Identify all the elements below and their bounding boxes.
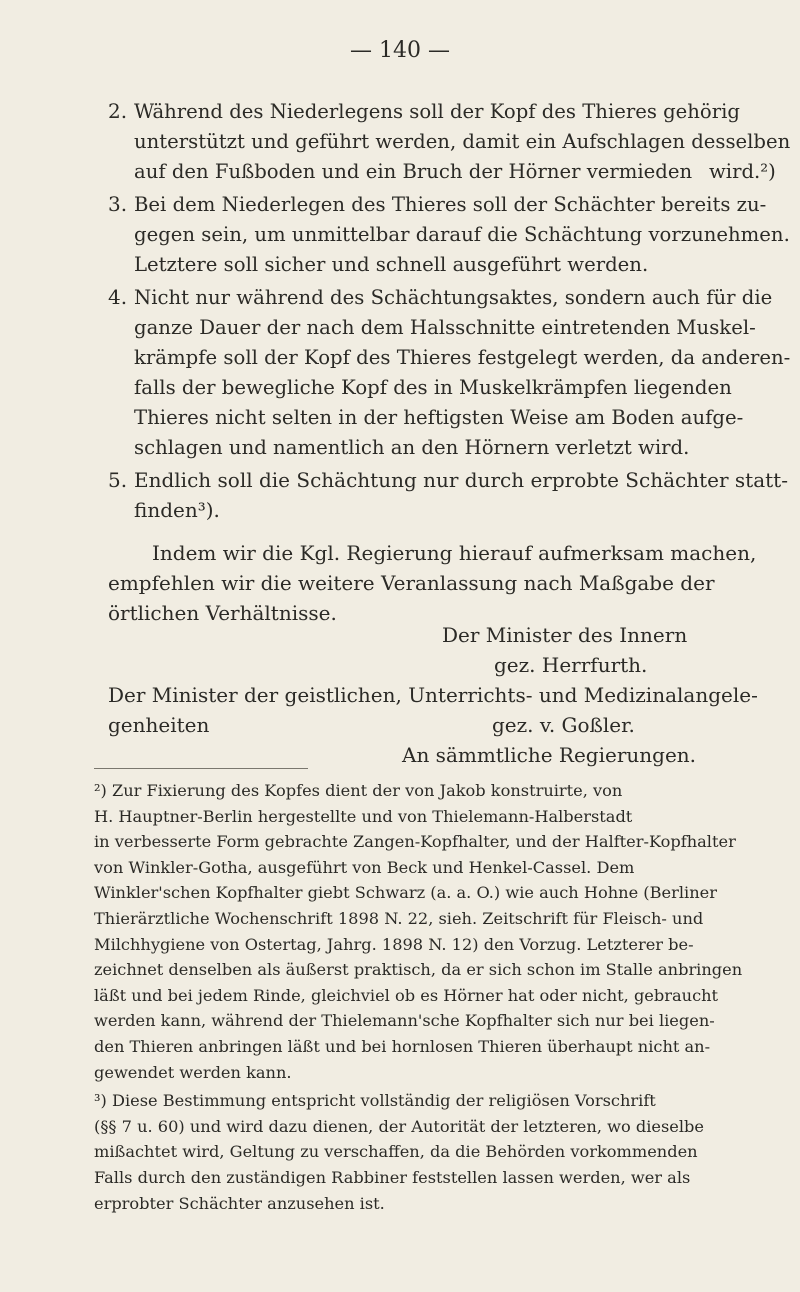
footnote-marker: ³) — [94, 1091, 107, 1111]
footnote-line: H. Hauptner-Berlin hergestellte und von Thielemann-Halberstadt — [94, 806, 633, 826]
text-line: Nicht nur während des Schächtungsaktes, sondern auch für die — [134, 285, 773, 309]
footnote-line: Thierärztliche Wochenschrift 1898 N. 22, sieh. Zeitschrift für Fleisch- und — [94, 908, 704, 928]
footnote — [94, 1088, 704, 1216]
text-line: falls der bewegliche Kopf des in Muskelkrämpfen liegenden — [134, 375, 732, 399]
recipients-line: An sämmtliche Regierungen. — [402, 743, 697, 767]
footnote-line: Falls durch den zuständigen Rabbiner feststellen lassen werden, wer als — [94, 1167, 691, 1187]
text-line: finden³). — [134, 498, 220, 522]
text-line: unterstützt und geführt werden, damit ein Aufschlagen desselben — [134, 129, 791, 153]
text-line: Thieres nicht selten in der heftigsten Weise am Boden aufge- — [134, 405, 744, 429]
footnote-line: läßt und bei jedem Rinde, gleichviel ob es Hörner hat oder nicht, gebraucht — [94, 985, 719, 1005]
footnote-text: Diese Bestimmung entspricht vollständig der religiösen Vorschrift — [111, 1091, 656, 1111]
footnote-line: den Thieren anbringen läßt und bei hornlosen Thieren überhaupt nicht an- — [94, 1036, 711, 1056]
footnotes — [94, 778, 743, 1219]
text-line: wird.²) — [709, 159, 777, 183]
footnote-line: von Winkler-Gotha, ausgeführt von Beck und Henkel-Cassel. Dem — [94, 857, 635, 877]
text-line: auf den Fußboden und ein Bruch der Hörner vermieden — [134, 159, 693, 183]
item-text — [134, 189, 800, 279]
item-text — [134, 282, 800, 462]
text-line: Endlich soll die Schächtung nur durch erprobte Schächter statt- — [134, 468, 788, 492]
item-text — [134, 465, 788, 525]
text-line: Indem wir die Kgl. Regierung hierauf aufmerksam machen, — [152, 541, 757, 565]
text-line: empfehlen wir die weitere Veranlassung nach Maßgabe der — [108, 571, 715, 595]
footnote-marker: ²) — [94, 781, 107, 800]
footnote-line: (§§ 7 u. 60) und wird dazu dienen, der Autorität der letzteren, wo dieselbe — [94, 1116, 704, 1136]
culture-minister-signature: gez. v. Goßler. — [492, 713, 635, 737]
text-line: örtlichen Verhältnisse. — [108, 601, 337, 625]
text-line: Bei dem Niederlegen des Thieres soll der Schächter bereits zu- — [134, 192, 767, 216]
footnote-line: Winkler'schen Kopfhalter giebt Schwarz (a. a. O.) wie auch Hohne (Berliner — [94, 883, 717, 903]
footnote-line: in verbesserte Form gebrachte Zangen-Kopfhalter, und der Halfter-Kopfhalter — [94, 832, 736, 852]
footnote-divider — [94, 768, 308, 769]
item-text — [134, 96, 800, 186]
item-number: 3. — [108, 192, 128, 216]
interior-minister-signature: gez. Herrfurth. — [494, 653, 648, 677]
text-line: gegen sein, um unmittelbar darauf die Schächtung vorzunehmen. — [134, 222, 790, 246]
item-number: 5. — [108, 468, 128, 492]
footnote-line: erprobter Schächter anzusehen ist. — [94, 1193, 385, 1213]
text-line: schlagen und namentlich an den Hörnern verletzt wird. — [134, 435, 690, 459]
item-number: 2. — [108, 99, 128, 123]
footnote-line: gewendet werden kann. — [94, 1062, 292, 1082]
footnote — [94, 778, 743, 1085]
page-number: — 140 — — [350, 38, 450, 63]
text-line: Letztere soll sicher und schnell ausgeführt werden. — [134, 252, 649, 276]
footnote-line — [94, 778, 704, 804]
culture-minister-title-cont: genheiten — [108, 713, 210, 737]
list-item — [108, 189, 790, 279]
closing-paragraph — [108, 538, 757, 628]
text-line: Während des Niederlegens soll der Kopf des Thieres gehörig — [134, 99, 740, 123]
interior-minister-title: Der Minister des Innern — [442, 623, 688, 647]
numbered-list — [108, 96, 791, 528]
text-line: krämpfe soll der Kopf des Thieres festgelegt werden, da anderen- — [134, 345, 791, 369]
list-item — [108, 282, 791, 462]
footnote-line: werden kann, während der Thielemann'sche Kopfhalter sich nur bei liegen- — [94, 1011, 715, 1031]
list-item — [108, 465, 788, 525]
footnote-line: zeichnet denselben als äußerst praktisch, da er sich schon im Stalle anbringen — [94, 960, 743, 980]
footnote-line — [94, 1088, 704, 1114]
footnote-line: Milchhygiene von Ostertag, Jahrg. 1898 N. 12) den Vorzug. Letzterer be- — [94, 934, 694, 954]
footnote-text: Zur Fixierung des Kopfes dient der von Jakob konstruirte, von — [111, 781, 623, 800]
item-number: 4. — [108, 285, 128, 309]
list-item — [108, 96, 791, 186]
text-line: ganze Dauer der nach dem Halsschnitte eintretenden Muskel- — [134, 315, 756, 339]
footnote-line: mißachtet wird, Geltung zu verschaffen, da die Behörden vorkommenden — [94, 1142, 698, 1162]
culture-minister-title: Der Minister der geistlichen, Unterrichts- und Medizinalangele- — [108, 683, 758, 707]
